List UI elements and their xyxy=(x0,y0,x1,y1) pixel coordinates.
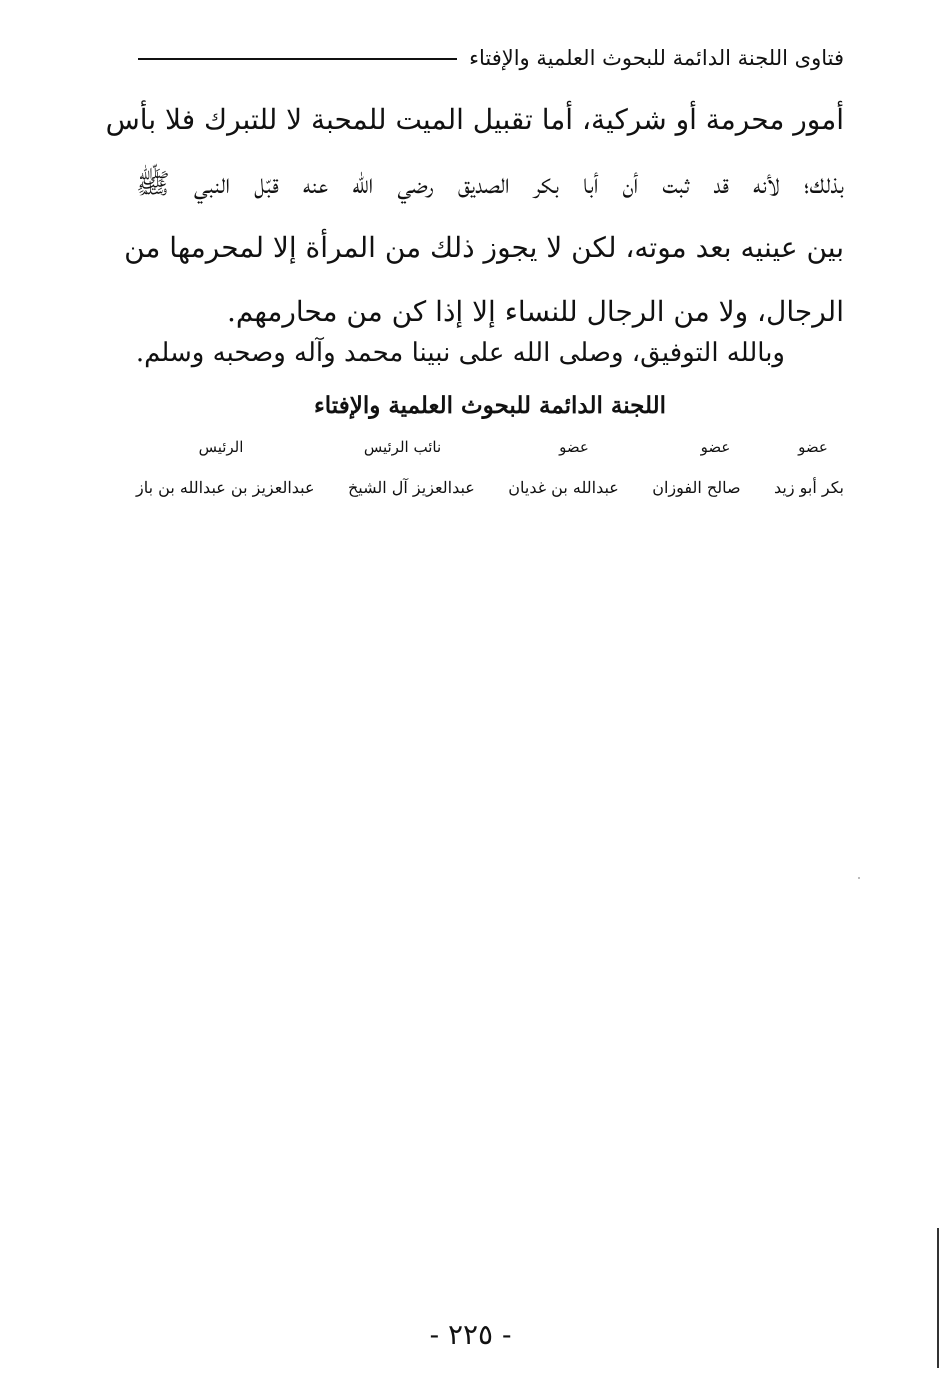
signatory-name: صالح الفوزان xyxy=(652,478,741,497)
signatory-title: الرئيس xyxy=(198,438,244,456)
running-header xyxy=(138,38,844,78)
closing-prayer: وبالله التوفيق، وصلى الله على نبينا محمد وآله وصحبه وسلم. xyxy=(135,338,785,368)
signatory-name: بكر أبو زيد xyxy=(773,478,844,497)
signatory-titles xyxy=(136,438,844,456)
header-rule xyxy=(138,58,457,60)
signatory-names xyxy=(136,478,844,497)
fatwa-text xyxy=(105,92,844,348)
page-number: - ٢٢٥ - xyxy=(429,1318,512,1351)
signatory-title: عضو xyxy=(700,438,731,456)
signatory-name: عبدالعزيز بن عبدالله بن باز xyxy=(136,478,315,497)
committee-name: اللجنة الدائمة للبحوث العلمية والإفتاء xyxy=(313,392,667,419)
header-title: فتاوى اللجنة الدائمة للبحوث العلمية والإفتاء xyxy=(469,46,844,70)
signatory-title: عضو xyxy=(559,438,589,456)
text-line-2: بذلك؛ لأنه قد ثبت أن أبا بكر الصديق رضي الله عنه قبّل النبي ﷺ xyxy=(136,167,844,200)
text-line-3: بين عينيه بعد موته، لكن لا يجوز ذلك من المرأة إلا لمحرمها من xyxy=(124,231,844,264)
scan-speck xyxy=(858,877,860,879)
text-line-4: الرجال، ولا من الرجال للنساء إلا إذا كن من محارمهم. xyxy=(226,295,844,328)
signatory-title: عضو xyxy=(798,438,828,456)
signatory-name: عبدالله بن غديان xyxy=(508,478,619,497)
signatory-title: نائب الرئيس xyxy=(363,438,442,456)
text-line-1: أمور محرمة أو شركية، أما تقبيل الميت للمحبة لا للتبرك فلا بأس xyxy=(105,103,844,136)
signatory-name: عبدالعزيز آل الشيخ xyxy=(347,478,475,497)
